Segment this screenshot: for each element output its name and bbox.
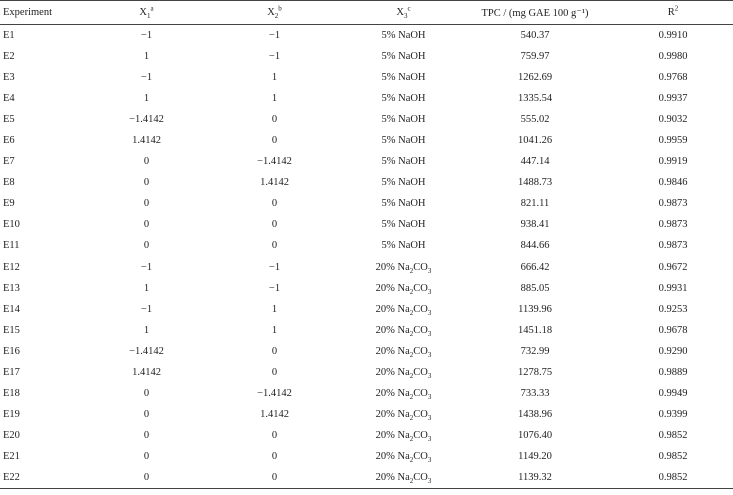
cell-x3-text-2: CO [413,409,428,421]
cell-x2: −1.4142 [257,388,292,400]
cell-r2: 0.9959 [658,135,688,147]
cell-x1: 0 [143,177,150,189]
cell-x3-text-2: CO [413,324,428,336]
table-row [0,278,733,299]
cell-x3 [347,320,460,341]
cell-x3 [347,25,460,46]
cell-x1: −1.4142 [129,113,164,125]
cell-x3 [347,151,460,172]
header-r2-sup: 2 [674,4,679,13]
cell-x3-text-2: CO [413,430,428,442]
header-x3-sup: c [407,4,411,13]
cell-x1: −1 [140,261,153,273]
cell-x1: 1 [143,282,150,294]
cell-x3-sub: 2 [409,329,414,338]
cell-x3-text-2: CO [413,472,428,484]
cell-x1: 0 [143,198,150,210]
cell-x3-text: 20% Na [375,409,410,421]
cell-tpc: 447.14 [520,156,550,168]
table-row [0,151,733,172]
cell-tpc: 555.02 [520,113,550,125]
cell-x1: 1.4142 [132,367,161,379]
cell-r2: 0.9768 [658,71,688,83]
cell-x3-text: 20% Na [375,345,410,357]
cell-tpc: 1438.96 [517,409,553,421]
cell-x3-text: 20% Na [375,472,410,484]
cell-experiment: E16 [3,345,20,357]
cell-r2: 0.9290 [658,345,688,357]
cell-x3-sub: 2 [409,477,414,486]
table-header [0,1,733,25]
cell-experiment: E6 [3,135,15,147]
cell-x2: −1.4142 [257,156,292,168]
cell-x3-text: 20% Na [375,451,410,463]
cell-experiment: E12 [3,261,20,273]
cell-x3-text: 20% Na [375,430,410,442]
cell-experiment: E19 [3,409,20,421]
cell-x2: 0 [271,345,278,357]
cell-x3 [347,235,460,256]
header-r2 [610,1,733,25]
cell-r2: 0.9852 [658,430,688,442]
cell-tpc: 885.05 [520,282,550,294]
cell-x3-text-2: CO [413,282,428,294]
cell-x2: 1 [271,303,278,315]
table-row [0,299,733,320]
cell-x3 [347,172,460,193]
header-x3-base: X [396,7,404,18]
cell-x3 [347,362,460,383]
cell-r2: 0.9873 [658,219,688,231]
cell-x3-sub-2: 3 [427,329,432,338]
cell-x3 [347,278,460,299]
header-x2-sub: 2 [274,12,279,21]
cell-tpc: 1451.18 [517,324,553,336]
cell-experiment: E8 [3,177,15,189]
cell-x3-sub-2: 3 [427,266,432,275]
cell-x1: 1 [143,324,150,336]
table-row [0,235,733,256]
cell-x2: 0 [202,467,347,488]
cell-x3-sub-2: 3 [427,456,432,465]
cell-x1: 0 [143,240,150,252]
cell-x2: −1 [268,282,281,294]
cell-x3-text: 20% Na [375,324,410,336]
cell-experiment: E20 [3,430,20,442]
cell-tpc: 1139.32 [460,467,610,488]
header-x1 [91,1,202,25]
cell-x3-text: 5% NaOH [381,198,426,210]
header-tpc: TPC / (mg GAE 100 g⁻¹) [460,1,610,25]
cell-x1: −1 [140,303,153,315]
header-x3-sub: 3 [403,12,408,21]
cell-x3-text-2: CO [413,388,428,400]
cell-x3-text: 20% Na [375,303,410,315]
cell-x3-text: 5% NaOH [381,177,426,189]
cell-r2: 0.9873 [658,240,688,252]
cell-x3-text: 5% NaOH [381,50,426,62]
cell-r2: 0.9937 [658,92,688,104]
cell-experiment: E11 [3,240,20,252]
cell-tpc: 1488.73 [517,177,553,189]
cell-x3-sub: 2 [409,414,414,423]
header-x2-base: X [267,7,275,18]
cell-x2: 1 [271,324,278,336]
table-row [0,362,733,383]
cell-x3-sub-2: 3 [427,287,432,296]
cell-x1: 0 [143,451,150,463]
table-row [0,383,733,404]
cell-experiment: E1 [3,29,15,41]
cell-x2: 0 [271,451,278,463]
cell-x3-text: 20% Na [375,367,410,379]
cell-x3-text-2: CO [413,451,428,463]
cell-tpc: 1041.26 [517,135,553,147]
table-row [0,404,733,425]
table-row [0,109,733,130]
cell-tpc: 733.33 [520,388,550,400]
cell-x3-sub-2: 3 [427,393,432,402]
cell-r2: 0.9910 [658,29,688,41]
cell-x3-text: 5% NaOH [381,92,426,104]
cell-x3 [347,446,460,467]
cell-r2: 0.9931 [658,282,688,294]
cell-x3 [347,109,460,130]
cell-x2: 1.4142 [260,409,289,421]
header-x2-sup: b [278,4,282,13]
cell-experiment: E3 [3,71,15,83]
cell-experiment: E17 [3,367,20,379]
cell-x2: 1 [271,71,278,83]
cell-x1: 1 [143,50,150,62]
cell-tpc: 540.37 [520,29,550,41]
cell-r2: 0.9980 [658,50,688,62]
cell-x3-text: 20% Na [375,261,410,273]
cell-tpc: 1335.54 [517,92,553,104]
table-row [0,320,733,341]
cell-experiment: E2 [3,50,15,62]
cell-x1: 0 [91,467,202,488]
cell-x3-text: 5% NaOH [381,135,426,147]
cell-r2: 0.9032 [658,113,688,125]
cell-x3-text: 20% Na [375,388,410,400]
cell-x3 [347,46,460,67]
header-r2-base: R [667,7,675,18]
cell-r2: 0.9852 [610,467,733,488]
cell-experiment: E18 [3,388,20,400]
table-row [0,88,733,109]
cell-x3-text-2: CO [413,345,428,357]
cell-tpc: 666.42 [520,261,550,273]
cell-x2: 0 [271,367,278,379]
cell-experiment: E21 [3,451,20,463]
cell-r2: 0.9919 [658,156,688,168]
table-body [0,25,733,489]
cell-experiment: E9 [3,198,15,210]
cell-x3 [347,425,460,446]
cell-x2: 0 [271,240,278,252]
cell-x3-sub-2: 3 [427,414,432,423]
cell-x3 [347,383,460,404]
cell-x2: 1.4142 [260,177,289,189]
header-x3 [347,1,460,25]
cell-experiment: E4 [3,92,15,104]
cell-experiment: E7 [3,156,15,168]
cell-tpc: 1076.40 [517,430,553,442]
cell-x3-text: 20% Na [375,282,410,294]
cell-tpc: 732.99 [520,345,550,357]
cell-x2: −1 [268,261,281,273]
cell-experiment: E22 [0,467,91,488]
cell-x3-sub-2: 3 [427,308,432,317]
cell-x3 [347,341,460,362]
cell-tpc: 938.41 [520,219,550,231]
cell-r2: 0.9852 [658,451,688,463]
cell-x2: 0 [271,135,278,147]
cell-x3 [347,67,460,88]
cell-tpc: 759.97 [520,50,550,62]
cell-r2: 0.9253 [658,303,688,315]
cell-x1: 0 [143,430,150,442]
cell-r2: 0.9949 [658,388,688,400]
cell-x3 [347,257,460,278]
cell-x1: −1 [140,29,153,41]
cell-r2: 0.9672 [658,261,688,273]
cell-x3-sub-2: 3 [427,351,432,360]
header-x1-sub: 1 [146,12,151,21]
cell-x3-sub: 2 [409,287,414,296]
table-row [0,467,733,488]
cell-r2: 0.9889 [658,367,688,379]
cell-r2: 0.9846 [658,177,688,189]
table-row [0,257,733,278]
table-row [0,172,733,193]
cell-x1: 0 [143,156,150,168]
header-row [0,1,733,25]
cell-x1: −1.4142 [129,345,164,357]
cell-experiment: E14 [3,303,20,315]
cell-experiment: E10 [3,219,20,231]
cell-x1: 0 [143,219,150,231]
cell-x3 [347,88,460,109]
table-row [0,130,733,151]
cell-tpc: 1149.20 [518,451,552,463]
cell-x3-sub: 2 [409,435,414,444]
cell-tpc: 1278.75 [517,367,553,379]
cell-x3 [347,404,460,425]
cell-x2: 0 [271,430,278,442]
cell-x1: 0 [143,409,150,421]
cell-x3-sub-2: 3 [427,372,432,381]
cell-x3 [347,299,460,320]
cell-x3 [347,193,460,214]
cell-r2: 0.9873 [658,198,688,210]
header-x1-sup: a [150,4,154,13]
header-experiment: Experiment [0,1,91,25]
cell-x2: −1 [268,50,281,62]
cell-r2: 0.9678 [658,324,688,336]
cell-x3-text: 5% NaOH [381,29,426,41]
cell-x3-sub: 2 [409,266,414,275]
table-row [0,425,733,446]
cell-x3-text: 5% NaOH [381,219,426,231]
cell-x3-sub: 2 [409,308,414,317]
cell-x3-sub-2: 3 [427,435,432,444]
cell-x3 [347,130,460,151]
cell-x3-sub-2: 3 [427,477,432,486]
cell-x2: 1 [271,92,278,104]
cell-x2: 0 [271,113,278,125]
cell-x3-sub: 2 [409,351,414,360]
cell-tpc: 844.66 [520,240,550,252]
cell-x3-sub: 2 [409,393,414,402]
cell-x3 [347,214,460,235]
cell-r2: 0.9399 [658,409,688,421]
table-row [0,214,733,235]
cell-x3-text-2: CO [413,261,428,273]
table-row [0,67,733,88]
cell-x3-text: 5% NaOH [381,113,426,125]
cell-x3-text: 5% NaOH [381,156,426,168]
cell-tpc: 821.11 [520,198,550,210]
header-x1-base: X [139,7,147,18]
cell-x1: 0 [143,388,150,400]
header-x2 [202,1,347,25]
cell-x1: 1.4142 [132,135,161,147]
cell-experiment: E5 [3,113,15,125]
table-row [0,193,733,214]
cell-x2: −1 [268,29,281,41]
cell-tpc: 1139.96 [518,303,552,315]
cell-x3-text: 5% NaOH [381,71,426,83]
table-row [0,341,733,362]
cell-experiment: E13 [3,282,20,294]
cell-x1: 1 [143,92,150,104]
cell-x3-text-2: CO [413,367,428,379]
cell-x1: −1 [140,71,153,83]
table-row [0,25,733,46]
cell-x3-text: 5% NaOH [381,240,426,252]
cell-experiment: E15 [3,324,20,336]
cell-x3-sub: 2 [409,456,414,465]
table-row [0,46,733,67]
cell-x3-sub: 2 [409,372,414,381]
cell-tpc: 1262.69 [517,71,553,83]
cell-x3-text-2: CO [413,303,428,315]
table-row [0,446,733,467]
cell-x2: 0 [271,219,278,231]
cell-x3 [347,467,460,488]
cell-x2: 0 [271,198,278,210]
